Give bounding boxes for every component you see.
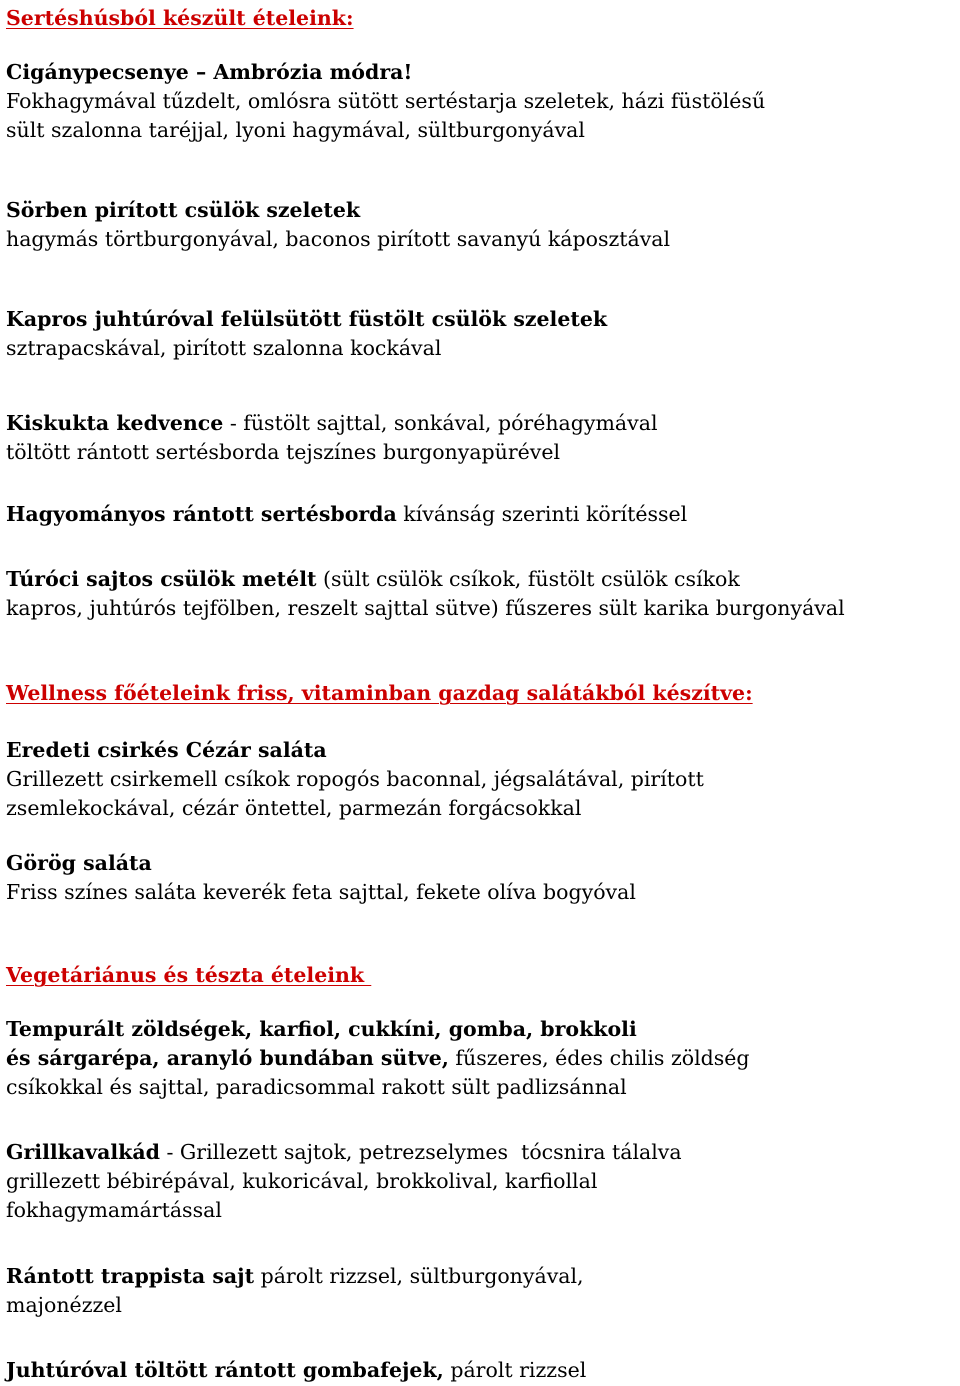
dish-tempuralt-zoldsegek — [6, 1015, 958, 1102]
dish-kiskukta-kedvence — [6, 409, 958, 467]
dish-gorog-salata — [6, 849, 958, 907]
dish-description: kapros, juhtúrós tejfölben, reszelt sajttal sütve) fűszeres sült karika burgonyával — [6, 596, 845, 620]
dish-cezar-salata — [6, 736, 958, 823]
dish-description: (sült csülök csíkok, füstölt csülök csíkok — [316, 567, 740, 591]
dish-name: Juhtúróval töltött rántott gombafejek, — [6, 1358, 444, 1382]
dish-ciganypecsenye — [6, 58, 958, 145]
dish-description: grillezett bébirépával, kukoricával, brokkolival, karfiollal — [6, 1169, 598, 1193]
pork-section-heading: Sertéshúsból készült ételeink: — [6, 6, 354, 30]
dish-name: Kiskukta kedvence — [6, 411, 224, 435]
dish-name: Tempurált zöldségek, karfiol, cukkíni, gomba, brokkoli — [6, 1017, 637, 1041]
dish-grillkavalkad — [6, 1138, 958, 1225]
dish-description: fűszeres, édes chilis zöldség — [448, 1046, 750, 1070]
dish-name: Rántott trappista sajt — [6, 1264, 255, 1288]
dish-name: Eredeti csirkés Cézár saláta — [6, 738, 327, 762]
dish-description: fokhagymamártással — [6, 1198, 222, 1222]
dish-turoci-metelt — [6, 565, 958, 623]
dish-name: és sárgarépa, aranyló bundában sütve, — [6, 1046, 449, 1070]
vegetarian-section-heading: Vegetáriánus és tészta ételeink — [6, 963, 372, 987]
dish-description: hagymás törtburgonyával, baconos pirított savanyú káposztával — [6, 227, 671, 251]
dish-sorben-csulok — [6, 196, 958, 254]
dish-description: - Grillezett sajtok, petrezselymes tócsnira tálalva — [159, 1140, 682, 1164]
dish-name: Hagyományos rántott sertésborda — [6, 502, 397, 526]
dish-description: majonézzel — [6, 1293, 122, 1317]
dish-name: Görög saláta — [6, 851, 152, 875]
dish-hagyomanyos-borda — [6, 500, 958, 529]
dish-description: Friss színes saláta keverék feta sajttal, fekete olíva bogyóval — [6, 880, 636, 904]
dish-description: - füstölt sajttal, sonkával, póréhagymával — [223, 411, 658, 435]
dish-description: sztrapacskával, pirított szalonna kockával — [6, 336, 442, 360]
dish-name: Túróci sajtos csülök metélt — [6, 567, 317, 591]
dish-description: kívánság szerinti körítéssel — [396, 502, 688, 526]
dish-juhturos-gombafejek — [6, 1356, 958, 1385]
dish-name: Cigánypecsenye – Ambrózia módra! — [6, 60, 413, 84]
dish-description: párolt rizzsel, sültburgonyával, — [254, 1264, 584, 1288]
dish-kapros-csulok — [6, 305, 958, 363]
dish-name: Grillkavalkád — [6, 1140, 160, 1164]
dish-description: töltött rántott sertésborda tejszínes burgonyapürével — [6, 440, 561, 464]
wellness-section-heading: Wellness főételeink friss, vitaminban gazdag salátákból készítve: — [6, 681, 753, 705]
dish-rantott-trappista — [6, 1262, 958, 1320]
dish-description: zsemlekockával, cézár öntettel, parmezán forgácsokkal — [6, 796, 582, 820]
dish-description: csíkokkal és sajttal, paradicsommal rakott sült padlizsánnal — [6, 1075, 627, 1099]
dish-description: sült szalonna taréjjal, lyoni hagymával, sültburgonyával — [6, 118, 585, 142]
dish-description: Fokhagymával tűzdelt, omlósra sütött sertéstarja szeletek, házi füstölésű — [6, 89, 766, 113]
dish-description: párolt rizzsel — [443, 1358, 587, 1382]
dish-name: Kapros juhtúróval felülsütött füstölt csülök szeletek — [6, 307, 608, 331]
dish-description: Grillezett csirkemell csíkok ropogós baconnal, jégsalátával, pirított — [6, 767, 704, 791]
dish-name: Sörben pirított csülök szeletek — [6, 198, 361, 222]
